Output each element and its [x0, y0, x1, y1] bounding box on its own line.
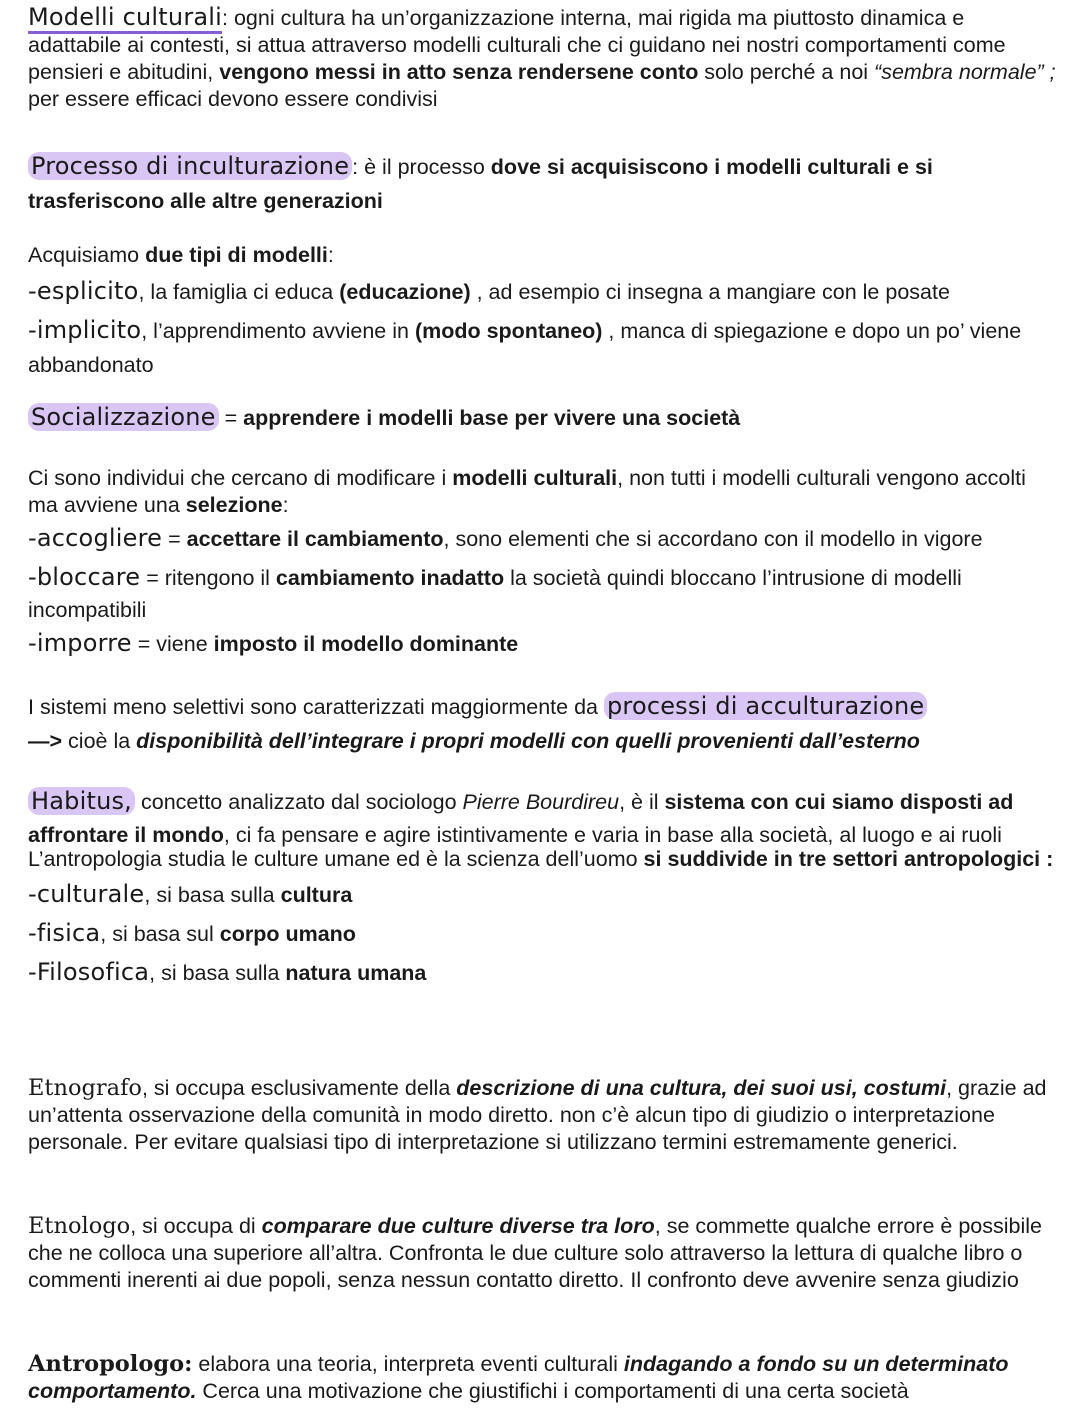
list-item-culturale: -culturale, si basa sulla cultura: [28, 880, 353, 908]
acculturazione-definition: —> cioè la disponibilità dell’integrare i propri modelli con quelli provenienti dall’esterno: [28, 729, 920, 753]
etnografo-term: Etnografo: [28, 1075, 142, 1101]
antropologo-term: Antropologo:: [28, 1351, 193, 1377]
acculturazione-paragraph: I sistemi meno selettivi sono caratterizzati maggiormente da processi di acculturazione: [28, 689, 1058, 724]
acculturazione-term: processi di acculturazione: [604, 692, 927, 720]
selezione-section: [28, 465, 1058, 661]
antropologia-paragraph: L’antropologia studia le culture umane ed è la scienza dell’uomo si suddivide in tre settori antropologici :: [28, 847, 1054, 871]
list-item-imporre: -imporre = viene imposto il modello dominante: [28, 629, 519, 657]
tipi-di-modelli-intro: Acquisiamo due tipi di modelli:: [28, 243, 334, 267]
list-item-implicito: -implicito, l’apprendimento avviene in (modo spontaneo) , manca di spiegazione e dopo un po’ viene abbandonato: [28, 316, 1022, 377]
habitus-term: Habitus,: [28, 787, 135, 815]
modelli-culturali-term: Modelli culturali: [28, 3, 222, 34]
selezione-intro: Ci sono individui che cercano di modificare i modelli culturali, non tutti i modelli culturali vengono accolti ma avviene una selezione:: [28, 466, 1026, 517]
list-item-esplicito: -esplicito, la famiglia ci educa (educazione) , ad esempio ci insegna a mangiare con le posate: [28, 277, 950, 305]
antropologo-paragraph: Antropologo: elabora una teoria, interpreta eventi culturali indagando a fondo su un determinato comportamento. Cerca una motivazione che giustifichi i comportamenti di una certa società: [28, 1351, 1009, 1403]
socializzazione-term: Socializzazione: [28, 403, 219, 431]
habitus-paragraph: Habitus, concetto analizzato dal sociologo Pierre Bourdireu, è il sistema con cui siamo disposti ad affrontare il mondo, ci fa pensare e agire istintivamente e varia in base alla società, al luogo e ai ruoli: [28, 787, 1014, 847]
acculturazione-section: [28, 689, 1058, 758]
list-item-bloccare: -bloccare = ritengono il cambiamento inadatto la società quindi bloccano l’intrusione di modelli incompatibili: [28, 563, 962, 622]
tipi-di-modelli-section: [28, 238, 1058, 382]
inculturazione-paragraph: Processo di inculturazione : è il processo dove si acquisiscono i modelli culturali e si trasferiscono alle altre generazioni: [28, 152, 933, 213]
etnografo-paragraph: Etnografo, si occupa esclusivamente della descrizione di una cultura, dei suoi usi, costumi, grazie ad un’attenta osservazione della comunità in modo diretto. non c’è alcun tipo di giudizio o interpretazione personale. Per evitare qualsiasi tipo di interpretazione si utilizzano termini estremamente generici.: [28, 1075, 1047, 1154]
arrow-right-icon: —>: [28, 729, 63, 753]
etnologo-paragraph: Etnologo, si occupa di comparare due culture diverse tra loro, se commette qualche errore è possibile che ne colloca una superiore all’altra. Confronta le due culture solo attraverso la lettura di qualche libro o commenti inerenti ai due popoli, senza nessun contatto diretto. Il confronto deve avvenire senza giudizio: [28, 1213, 1042, 1292]
list-item-accogliere: -accogliere = accettare il cambiamento, sono elementi che si accordano con il modello in vigore: [28, 524, 983, 552]
habitus-section: [28, 785, 1058, 992]
inculturazione-term: Processo di inculturazione: [28, 152, 352, 180]
list-item-filosofica: -Filosofica, si basa sulla natura umana: [28, 958, 427, 986]
modelli-culturali-paragraph: Modelli culturali: ogni cultura ha un’organizzazione interna, mai rigida ma piuttosto dinamica e adattabile ai contesti, si attua attraverso modelli culturali che ci guidano nei nostri comportamenti come pensieri e abitudini, vengono messi in atto senza rendersene conto solo perché a noi “sembra normale” ; per essere efficaci devono essere condivisi: [28, 3, 1056, 111]
socializzazione-paragraph: Socializzazione = apprendere i modelli base per vivere una società: [28, 400, 1058, 435]
list-item-fisica: -fisica, si basa sul corpo umano: [28, 919, 356, 947]
etnologo-term: Etnologo: [28, 1213, 131, 1239]
